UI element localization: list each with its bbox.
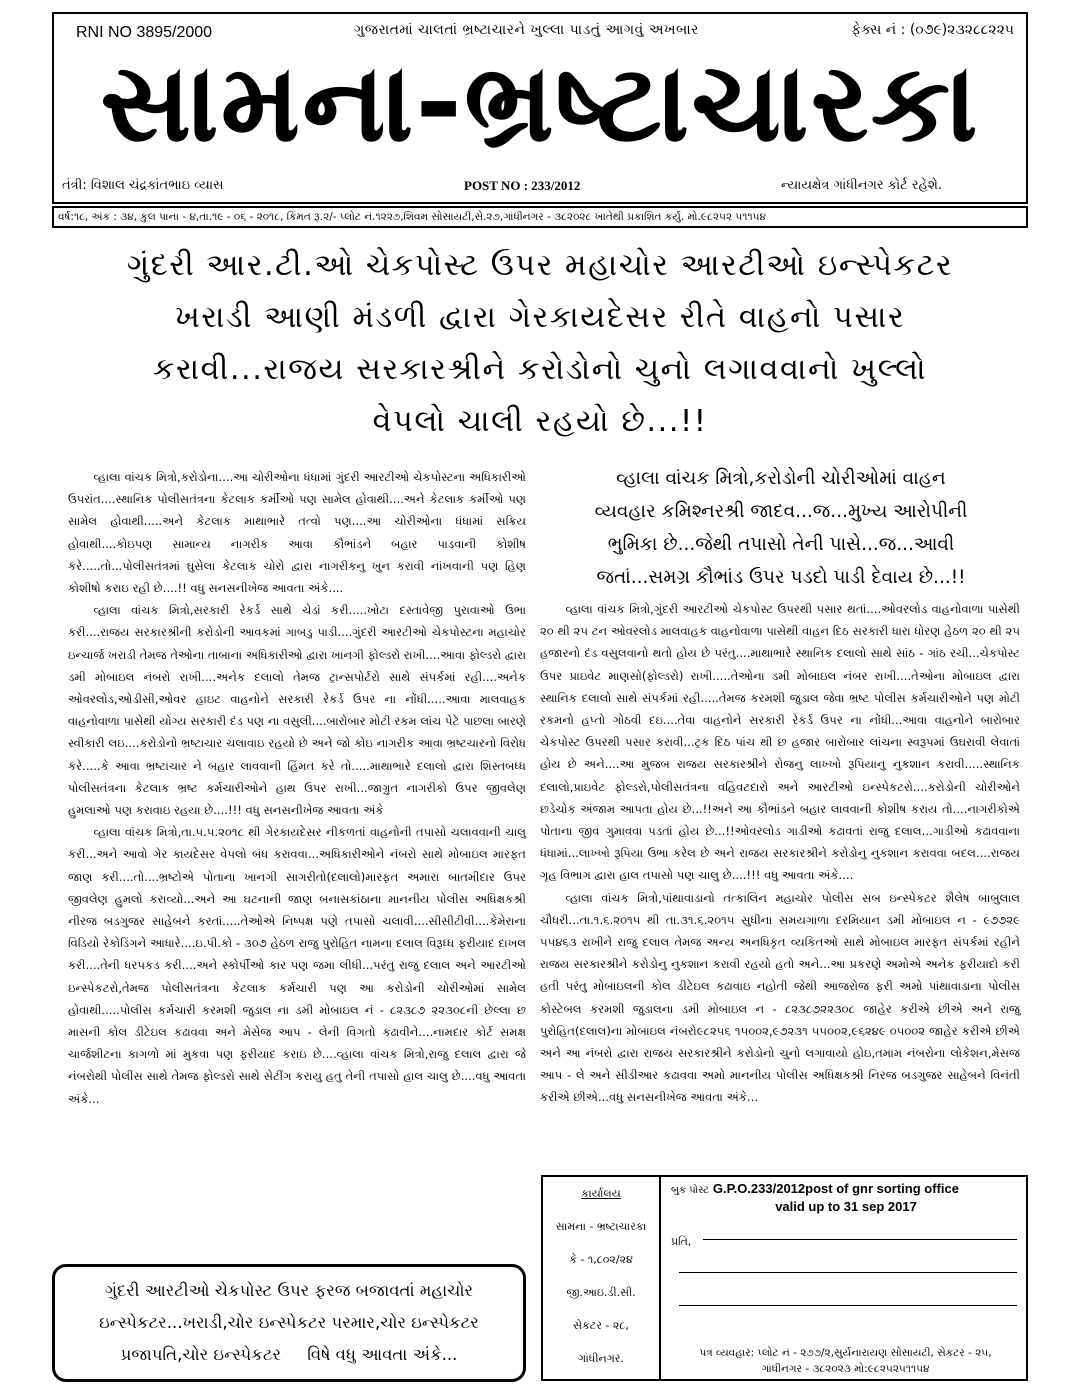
footer-line: પત્ર વ્યવહાર: પ્લોટ નં - ૨૭૭/૨,સુર્યનારાયણ સોસાયટી, સેકટર - ૨૫, <box>699 1347 992 1359</box>
footer-line: ગાંધીનગર - ૩૮૨૦૨૩ મો:૯૮૨૫૨૫૧૧૫૪ <box>761 1363 930 1375</box>
book-post-label: બુક પોસ્ટ <box>671 1185 710 1196</box>
left-article-column <box>68 466 526 1110</box>
office-address <box>543 1177 661 1379</box>
subhead-line: જતાં...સમગ્ર કૌભાંડ ઉપર પડદો પાડી દેવાય છે...!! <box>596 567 966 588</box>
headline-line: ગુંદરી આર.ટી.ઓ ચેકપોસ્ટ ઉપર મહાચોર આરટીઓ ઇન્સ્પેકટર <box>126 248 954 283</box>
editor-name: તંત્રી: વિશાલ ચંદ્રકાંતભાઇ વ્યાસ <box>62 178 224 193</box>
jurisdiction: ન્યાયક્ષેત્ર ગાંધીનગર કોર્ટ રહેશે. <box>780 178 942 193</box>
article-paragraph: વ્હાલા વાંચક મિત્રો,પાંથાવાડાનો તત્કાલિન મહાચોર પોલીસ સબ ઇન્સ્પેકટર શૈલેષ બાબુલાલ ચૌધરી...તા.૧.૬.૨૦૧૫ થી તા.૩૧.૬.૨૦૧૫ સુધીના સમયગાળા દરમિયાન ડમી મોબાઇલ ન - ૯૭૭૨૯ ૫૫૪૬૩ રાખીને રાજુ દલાલ તેમજ અન્ય અનધિકૃત વ્યકિતઓ સાથે મોબાઇલ મારફત સંપર્કમાં રહીને રાજય સરકારશ્રીને કરોડોનુ નુકશાન કરાવી રહયો હતો અને...આ પ્રકરણે અમોએ અનેક ફરીયાદો કરી હતી પરંતુ મોબાઇલની કોલ ડીટેઇલ કઢાવાઇ નહોતી જેથી આજરોજ ફરી અમો પાંથાવાડાના પોલીસ કોસ્ટેબલ કરમશી જુડાલના ડમી મોબાઇલ ન - ૮૨૩૮૭૨૨૩૦૮ જાહેર કરીએ છીએ અને રાજુ પુરોહિત(દલાલ)ના મોબાઇલ નંબરો૯૮૨૫૬ ૧૫૦૦૨,૯૭૨૩૧ ૫૫૦૦૨,૯૬૨૪૯ ૦૫૦૦૨ જાહેર કરીએ છીએ અને આ નંબરો દ્વારા રાજય સરકારશ્રીને કરોડોનો ચુનો લગાવાયો હોઇ,તમામ નંબરોના લોકેશન,મેસજ આપ - લે અને સીડીઆર કઢાવવા અમો માનનીય પોલીસ અધિક્ષકશ્રી નિરજ બડગુજર સાહેબને વિનંતી કરીએ છીએ...વધુ સનસનીખેજ આવતા અંકે... <box>540 890 1020 1105</box>
right-article-column <box>540 598 1020 1109</box>
office-line: સેકટર - ૨૮, <box>573 1319 629 1332</box>
correspondence-address <box>663 1345 1028 1377</box>
teaser-line: પ્રજાપતિ,ચોર ઇન્સ્પેકટર વિષે વધુ આવતા અંકે... <box>120 1345 458 1364</box>
newspaper-title: સામના-ભ્રષ્ટાચારકા <box>100 41 980 166</box>
subhead-line: વ્હાલા વાંચક મિત્રો,કરોડોની ચોરીઓમાં વાહન <box>616 468 946 489</box>
subhead-line: વ્યવહાર કમિશ્નરશ્રી જાદવ...જ...મુખ્ય આરોપીની <box>594 501 968 522</box>
article-paragraph: વ્હાલા વાંચક મિત્રો,સરકારી રેકર્ડ સાથે ચેડાં કરી.....ખોટા દસ્તાવેજી પુરાવાઓ ઉભા કરી....રાજય સરકારશ્રીની કરોડોની આવકમાં ગાબડુ પાડી....ગુંદરી આરટીઓ ચેકપોસ્ટના મહાચોર ઇન્ચાર્જ ખરાડી તેમજ તેઓના તાબાના અધિકારીઓ દ્વારા ખાનગી ફોલ્ડરો રાખી....આવા ફોલ્ડરો દ્વારા ડમી મોબાઇલ નંબરો રાખી....અનેક દલાલો તેમજ ટ્રાન્સપોર્ટરો સાથે સંપર્કમાં રહી....અનેક ઓવરલોડ,ઓડીસી,ઓવર હાઇટ વાહનોને સરકારી રેકર્ડ ઉપર ના નોંધી.....આવા માલવાહક વાહનોવાળા પાસેથી યોગ્ય સરકારી દંડ પણ ના વસુલી....બારોબાર મોટી રકમ લાંચ પેટે પાછલા બારણે સ્વીકારી લઇ....કરોડોનો ભ્રષ્ટાચાર ચલાવાઇ રહયો છે અને જો કોઇ નાગરીક આવા ભ્રષ્ટચારનો વિરોધ કરે.....કે આવા ભ્રષ્ટાચાર ને બહાર લાવવાની હિંમત કરે તો.....માથાભારે દલાલો દ્વારા શિસ્તબધ્ધ પોલીસતંત્રના કેટલાક ભ્રષ્ટ કર્મચારીઓને હાથ ઉપર રાખી...જાગ્રુત નાગરીકો ઉપર જીવલેણ હુમલાઓ પણ કરાવાઇ રહયા છે....!!! વધુ સનસનીખેજ આવતા અંકે <box>68 603 526 818</box>
headline-line: વેપલો ચાલી રહયો છે...!! <box>372 404 708 439</box>
rni-number: RNI NO 3895/2000 <box>76 24 213 41</box>
validity: valid up to 31 sep 2017 <box>775 1199 917 1214</box>
masthead <box>52 12 1028 204</box>
article-paragraph: વ્હાલા વાંચક મિત્રો,તા.૫.૫.૨૦૧૮ થી ગેરકાયદેસર નીકળતાં વાહનોની તપાસો ચલાવવાની ચાલુ કરી...અને આવો ગેર કાયદેસર વેપલો બંધ કરાવવા...અધિકારીઓને નંબરો સાથે મોબાઇલ મારફત જાણ કરી....તો....ભ્રષ્ટોએ પોતાના ખાનગી સાગરીતો(દલાલો)મારફત અમારા બાતમીદાર ઉપર જીવલેણ હુમલો કરાવ્યો...અને આ ઘટનાની જાણ બનાસકાંઠાના માનનીય પોલીસ અધિક્ષકશ્રી નીરજ બડગુજર સાહેબને કરતાં.....તેઓએ નિષ્પક્ષ પણે તપાસો ચલાવી....સીસીટીવી....કેમેરાના વિડિયો રેકોડિંગને આધારે....ઇ.પી.કો - ૩૦૭ હેઠળ રાજુ પુરોહિત નામના દલાલ વિરૂધ્ધ ફરીયાદ દાખલ કરી....તેની ધરપકડ કરી....અને સ્કોર્પીઓ કાર પણ જમા લીધી...પરંતુ રાજુ દલાલ અને આરટીઓ ઇન્સ્પેકટરો,તેમજ પોલીસતંત્રના કેટલાક કર્મચારી પણ આ કરોડોની ચોરીઓમાં સામેલ હોવાથી.....પોલીસ કર્મચારી કરમશી જુડાલ ના ડમી મોબાઇલ નં - ૮૨૩૮૭ ૨૨૩૦૮ની છેલ્લા છ માસની કોલ ડીટેઇલ કઢાવવા અને મેસેજ આપ - લેની વિગતો કઢાવીને....નામદાર કોર્ટ સમક્ષ ચાર્જશીટના કાગળો માં મુકવા પણ ફરીયાદ કરાઇ છે....વ્હાલા વાંચક મિત્રો,રાજુ દલાલ દ્વારા જે નંબરોથી પોલીસ સાથે તેમજ ફોલ્ડરો સાથે સેટીંગ કરાયુ હતુ તેની તપાસો હાલ ચાલુ છે....વધુ આવતા અંકે... <box>68 825 526 1106</box>
fax-number: ફેક્સ નં : (૦૭૯)૨૩૨૮૮૨૨૫ <box>851 22 1014 38</box>
tagline: ગુજરાતમાં ચાલતાં ભ્રષ્ટાચારને ખુલ્લા પાડતું આગવું અખબાર <box>354 22 699 38</box>
article-paragraph: વ્હાલા વાંચક મિત્રો,કરોડોના....આ ચોરીઓના ધંધામાં ગુંદરી આરટીઓ ચેકપોસ્ટના અધિકારીઓ ઉપરાંત....સ્થાનિક પોલીસતંત્રના કેટલાક કર્મીઓ પણ સામેલ હોવાથી....અને કેટલાક કર્મીઓ પણ સામેલ હોવાથી.....અને કેટલાક માથાભારે તત્વો પણ....આ ચોરીઓના ધંધામાં સક્રિય હોવાથી....કોઇપણ સામાન્ય નાગરીક આવા કૌભાંડને બહાર પાડવાની કોશીષ કરે.....તો...પોલીસતંત્રમાં ઘુસેલા કેટલાક ચોરો દ્વારા નાગરીકનુ ખુન કરાવી નાંખવાની પણ હિણ કોશીષો કરાઇ રહી છે....!! વધુ સનસનીખેજ આવતા અંકે.... <box>68 470 526 596</box>
main-headline <box>52 240 1028 448</box>
address-line <box>703 1239 1017 1240</box>
sub-headline <box>534 462 1028 594</box>
issue-info-line: વર્ષ:૧૮, અંક : ૩૪, કુલ પાના - ૪,તા.૧૯ - ૦૬ - ૨૦૧૮, કિંમત રૂ.૨/- પ્લોટ નં.૧૨૨૭,શિવમ સોસાયટી,સે.૨૭,ગાંધીનગર - ૩૮૨૦૨૮ ખાતેથી પ્રકાશિત કર્યુ. મો.૯૮૨૫૨ ૫૧૧૫૪ <box>52 206 1028 228</box>
post-number: POST NO : 233/2012 <box>464 178 581 193</box>
address-line <box>679 1272 1017 1273</box>
address-line <box>679 1305 1017 1306</box>
office-title: કાર્યાલય <box>581 1187 621 1200</box>
postal-info <box>671 1181 1021 1215</box>
article-paragraph: વ્હાલા વાંચક મિત્રો,ગુંદરી આરટીઓ ચેકપોસ્ટ ઉપરથી પસાર થતાં....ઓવરલોડ વાહનોવાળા પાસેથી ૨૦ થી ૨૫ ટન ઓવરલોડ માલવાહક વાહનોવાળા પાસેથી વાહન દિઠ સરકારી ધારા ધોરણ હેઠળ ૨૦ થી ૨૫ હજારનો દંડ વસુલવાનો થતો હોય છે પરંતુ....માથાભારે સ્થાનિક દલાલો સાથે સાંઠ - ગાંઠ રચી...ચેકપોસ્ટ ઉપર પ્રાઇવેટ માણસો(ફોલ્ડરો) રાખી.....તેઓના ડમી મોબાઇલ નંબર રાખી....તેઓના મોબાઇલ દ્વારા સ્થાનિક દલાલો સાથે સંપર્કમાં રહી.....તેમજ કરમશી જુડાલ જેવા ભ્રષ્ટ પોલીસ કર્મચારીઓને પણ મોટી રકમનો હપ્તો ગોઠવી દઇ....તેવા વાહનોને સરકારી રેકર્ડ ઉપર ના નોંધી...આવા વાહનોને બારોબાર ચેકપોસ્ટ ઉપરથી પસાર કરાવી...ટ્રક દિઠ પાંચ થી છ હજાર બારોબાર લાંચના સ્વરૂપમાં ઉઘરાવી લેવાતાં હોય છે અને....આ મુજબ રાજય સરકારશ્રીને રોજનુ લાખ્ખો રૂપિયાનુ નુકશાન કરાવી.....સ્થાનિક દલાલો,પ્રાઇવેટ ફોલ્ડરો,પોલીસતંત્રના વહિવટદારો અને આરટીઓ ઇન્સ્પેકટરો....કરોડોની ચોરીઓને છડેચોક અંજામ આપતા હોય છે...!!અને આ કૌભાંડને બહાર લાવવાની કોશીષ કરાય તો....નાગરીકોએ પોતાના જીવ ગુમાવવા પડતાં હોય છે...!!ઓવરલોડ ગાડીઓ કઢાવતાં રાજુ દલાલ...ગાડીઓ કઢાવવાના ધંધામાં...લાખ્ખો રૂપિયા ઉભા કરેલ છે અને રાજય સરકારશ્રીને કરોડોનુ નુકશાન કરાવવા બદલ....રાજય ગૃહ વિભાગ દ્વારા હાલ તપાસો પણ ચાલુ છે....!!! વધુ આવતા અંકે.... <box>540 602 1020 883</box>
teaser-box <box>52 1264 526 1382</box>
teaser-line: ઇન્સ્પેકટર...ખરાડી,ચોર ઇન્સ્પેકટર પરમાર,ચોર ઇન્સ્પેકટર <box>99 1313 479 1332</box>
recipient-label: પ્રતિ, <box>671 1235 692 1248</box>
office-line: કે - ૧,૮૦૨/૨૪ <box>569 1253 633 1266</box>
subhead-line: ભુમિકા છે...જેથી તપાસો તેની પાસે...જ...આવી <box>607 534 955 555</box>
office-line: ગાંધીનગર. <box>578 1352 624 1365</box>
office-line: જી.આઇ.ડી.સી. <box>566 1286 636 1299</box>
gpo-number: G.P.O.233/2012post of gnr sorting office <box>712 1181 959 1196</box>
postal-box <box>541 1175 1028 1381</box>
office-line: સામના - ભ્રષ્ટાચારકા <box>555 1220 647 1233</box>
headline-line: કરાવી...રાજય સરકારશ્રીને કરોડોનો ચુનો લગાવવાનો ખુલ્લો <box>152 352 928 387</box>
headline-line: ખરાડી આણી મંડળી દ્વારા ગેરકાયદેસર રીતે વાહનો પસાર <box>174 300 906 335</box>
teaser-line: ગુંદરી આરટીઓ ચેકપોસ્ટ ઉપર ફરજ બજાવતાં મહાચોર <box>104 1281 474 1300</box>
